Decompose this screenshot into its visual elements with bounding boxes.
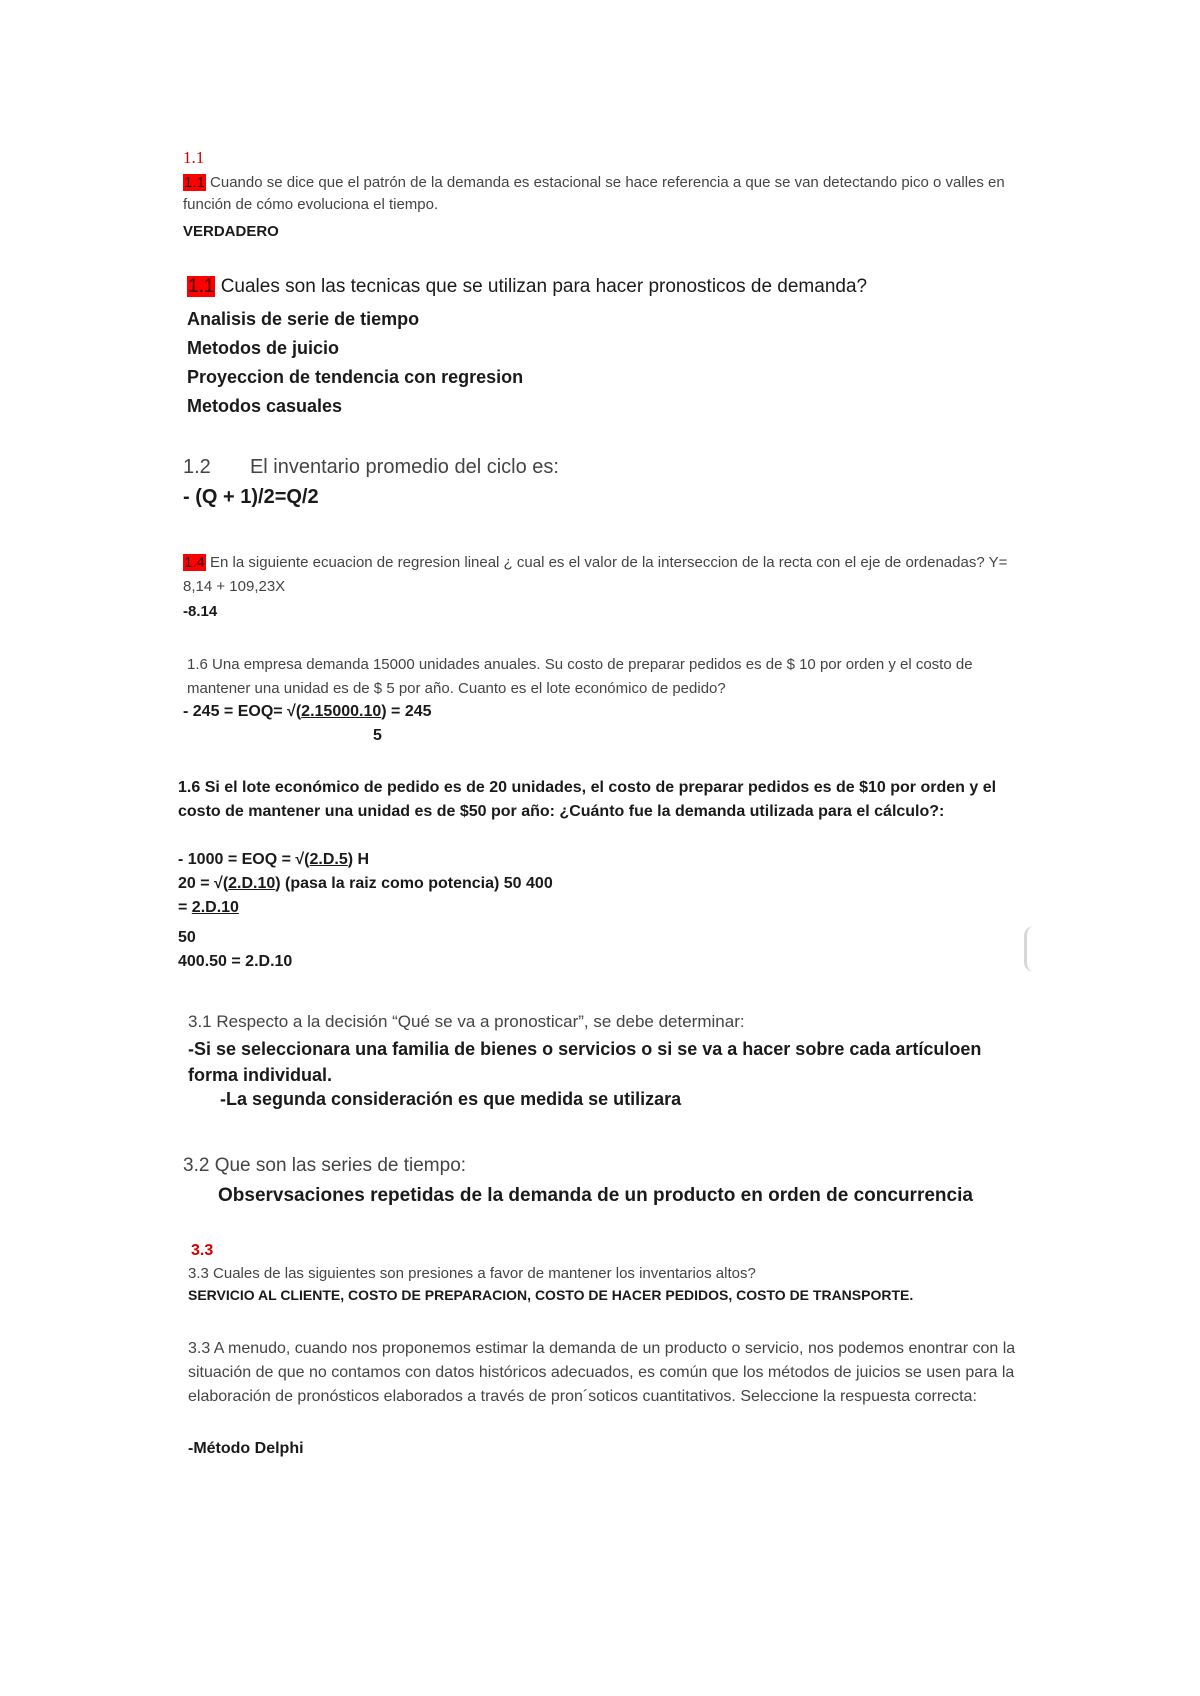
formula-part: - 245 = EOQ= √( xyxy=(183,703,302,720)
formula-numerator: 2.D.10 xyxy=(191,899,239,916)
answer-text: -Si se seleccionara una familia de bienes o servicios o si se va a hacer sobre cada artículoen forma individual. xyxy=(188,1039,982,1085)
question-text: Cuando se dice que el patrón de la demanda es estacional se hace referencia a que se van detectando pico o valles en función de cómo evoluciona el tiempo. xyxy=(183,174,1005,213)
answer-formula xyxy=(183,703,432,721)
page-edge-decoration xyxy=(1024,926,1039,972)
formula-numerator: 2.D.10 xyxy=(228,875,276,892)
question-number-highlight: 1.1 xyxy=(188,276,215,297)
formula-part: ) = 245 xyxy=(381,703,432,720)
formula-part: 20 = √( xyxy=(178,875,229,892)
formula-part: ) H xyxy=(347,851,370,868)
question-6: 1.6 Si el lote económico de pedido es de 20 unidades, el costo de preparar pedidos es de $10 por orden y el costo de mantener una unidad es de $50 por año: ¿Cuánto fue la demanda utilizada para el cálculo?: xyxy=(178,779,997,820)
question-8: 3.2 Que son las series de tiempo: xyxy=(183,1155,467,1176)
answer-text: - (Q + 1)/2=Q/2 xyxy=(183,486,319,508)
section-label: 1.1 xyxy=(183,148,205,167)
answer-text: -8.14 xyxy=(183,603,218,620)
question-text: Cuales son las tecnicas que se utilizan para hacer pronosticos de demanda? xyxy=(220,276,868,297)
answer-text: SERVICIO AL CLIENTE, COSTO DE PREPARACION, COSTO DE HACER PEDIDOS, COSTO DE TRANSPORTE. xyxy=(188,1287,914,1303)
question-number-highlight: 1.1 xyxy=(184,174,205,191)
answer-text: -La segunda consideración es que medida se utilizara xyxy=(220,1089,682,1109)
answer-line: 50 xyxy=(178,929,196,946)
question-2 xyxy=(187,276,867,298)
question-7: 3.1 Respecto a la decisión “Qué se va a pronosticar”, se debe determinar: xyxy=(188,1012,745,1031)
answer-line: 400.50 = 2.D.10 xyxy=(178,953,293,970)
question-4 xyxy=(183,551,1033,599)
question-5: 1.6 Una empresa demanda 15000 unidades anuales. Su costo de preparar pedidos es de $ 10 por orden y el costo de mantener una unidad es de $ 5 por año. Cuanto es el lote económico de pedido? xyxy=(187,656,973,697)
question-number: 1.2 xyxy=(183,456,211,478)
answer-line xyxy=(178,875,553,893)
answer-line xyxy=(178,899,239,917)
question-number-highlight: 1.4 xyxy=(184,554,205,571)
question-1 xyxy=(183,172,1028,216)
section-label: 3.3 xyxy=(191,1242,214,1259)
formula-part: - 1000 = EOQ = √( xyxy=(178,851,310,868)
formula-denominator: 5 xyxy=(373,727,382,744)
question-text: En la siguiente ecuacion de regresion lineal ¿ cual es el valor de la interseccion de la recta con el eje de ordenadas? Y= 8,14 + 109,23X xyxy=(183,554,1008,595)
answer-item: Metodos de juicio xyxy=(187,338,340,358)
formula-part: = xyxy=(178,899,192,916)
answer-item: Proyeccion de tendencia con regresion xyxy=(187,367,524,387)
answer-text: -Método Delphi xyxy=(188,1440,304,1457)
answer-item: Analisis de serie de tiempo xyxy=(187,309,420,329)
question-10: 3.3 A menudo, cuando nos proponemos estimar la demanda de un producto o servicio, nos podemos enontrar con la situación de que no contamos con datos históricos adecuados, es común que los métodos de juicios se usen para la elaboración de pronósticos elaborados a través de pron´soticos cuantitativos. Seleccione la respuesta correcta: xyxy=(188,1340,1016,1405)
question-9: 3.3 Cuales de las siguientes son presiones a favor de mantener los inventarios altos? xyxy=(188,1265,756,1282)
answer-item: Metodos casuales xyxy=(187,396,343,416)
question-3 xyxy=(183,456,559,479)
formula-part: ) (pasa la raiz como potencia) 50 400 xyxy=(275,875,553,892)
question-text: El inventario promedio del ciclo es: xyxy=(249,456,559,478)
answer-list xyxy=(187,305,523,421)
formula-numerator: 2.15000.10 xyxy=(301,703,382,720)
answer-text: Observsaciones repetidas de la demanda de un producto en orden de concurrencia xyxy=(218,1185,973,1206)
answer-text: VERDADERO xyxy=(183,223,279,240)
answer-line xyxy=(178,851,369,869)
formula-numerator: 2.D.5 xyxy=(309,851,348,868)
